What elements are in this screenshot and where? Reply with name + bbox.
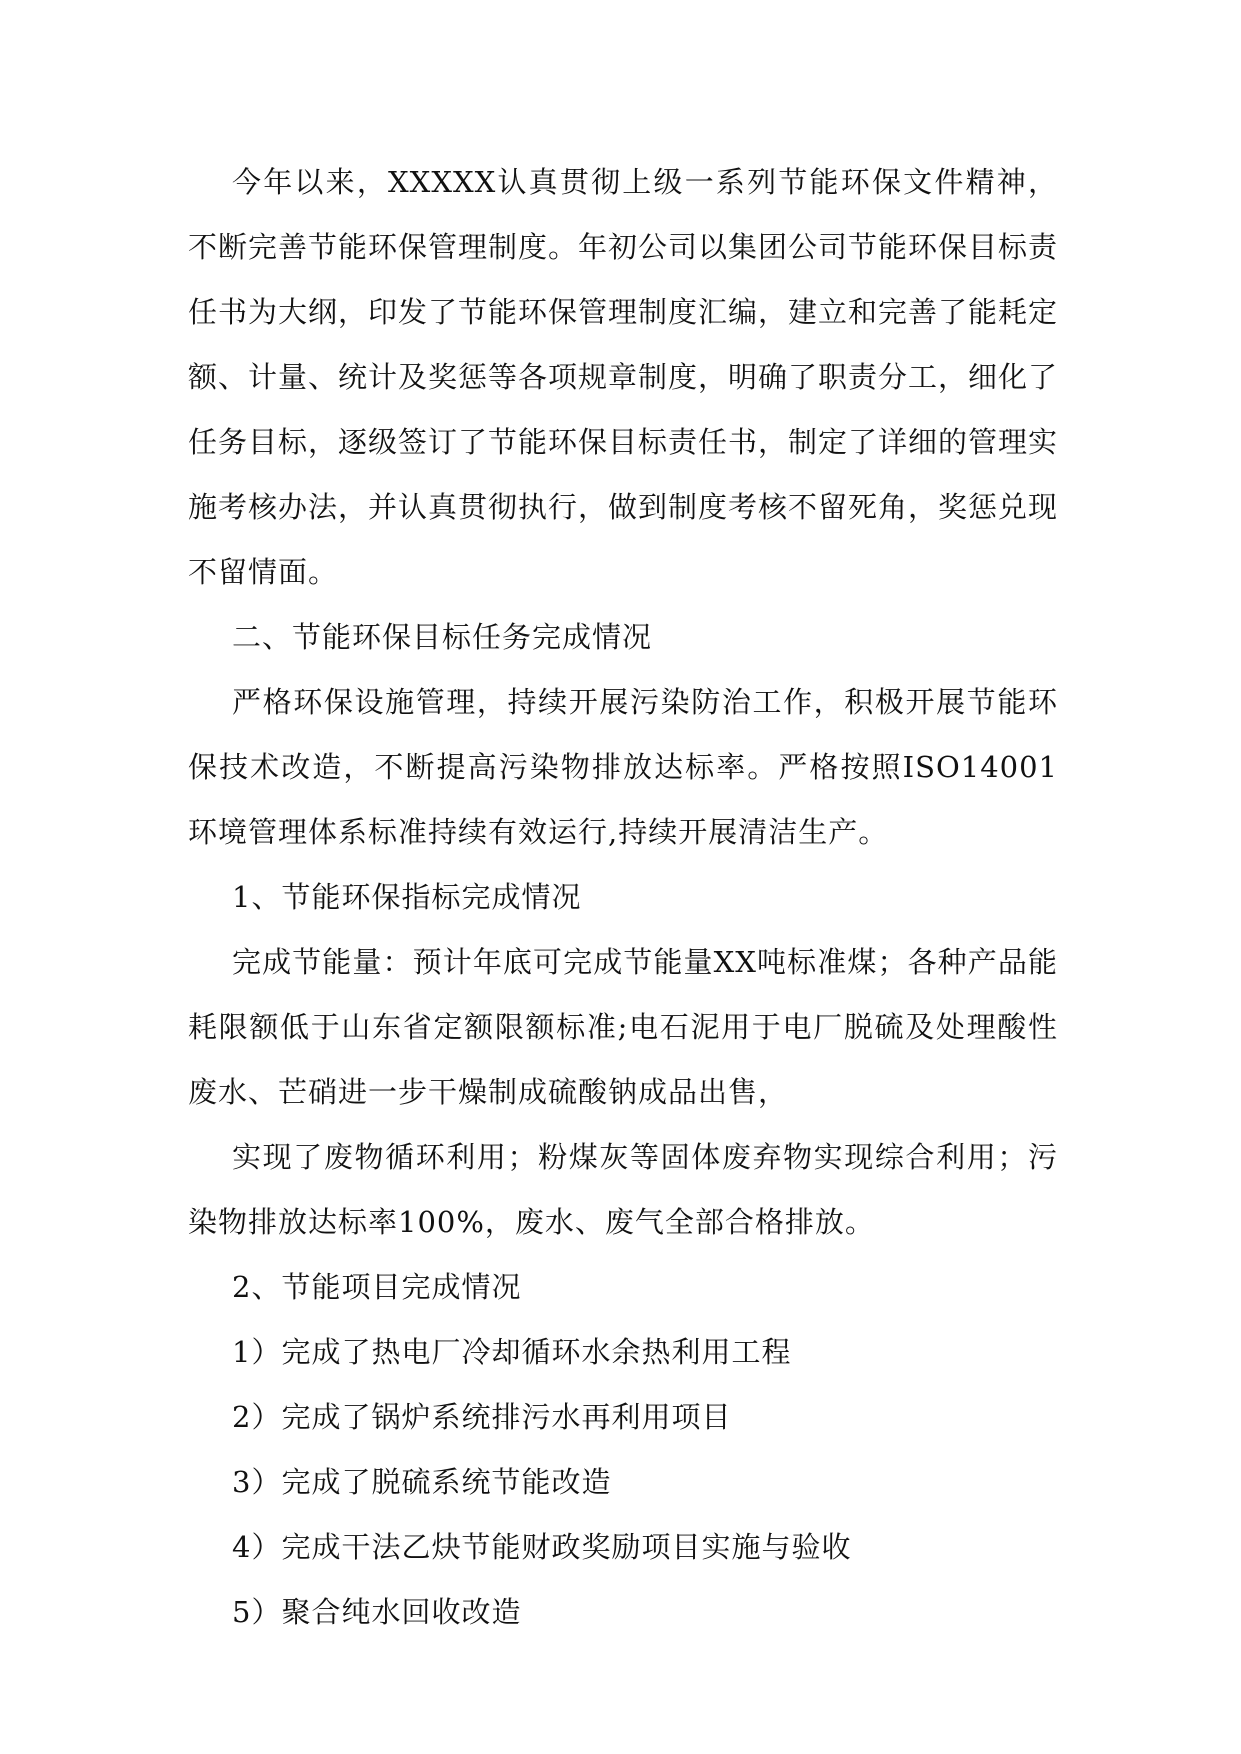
list-item-project-1: 1）完成了热电厂冷却循环水余热利用工程 <box>232 1335 792 1369</box>
section-heading-targets: 二、节能环保目标任务完成情况 <box>232 620 653 654</box>
list-item-project-2: 2）完成了锅炉系统排污水再利用项目 <box>232 1400 732 1434</box>
list-item-project-3: 3）完成了脱硫系统节能改造 <box>232 1465 612 1499</box>
paragraph-waste-recycling: 实现了废物循环利用；粉煤灰等固体废弃物实现综合利用；污染物排放达标率100%，废水、废气全部合格排放。 <box>188 1140 1058 1239</box>
paragraph-energy-savings: 完成节能量：预计年底可完成节能量XX吨标准煤；各种产品能耗限额低于山东省定额限额标准;电石泥用于电厂脱硫及处理酸性废水、芒硝进一步干燥制成硫酸钠成品出售， <box>188 945 1058 1109</box>
paragraph-environmental-management: 严格环保设施管理，持续开展污染防治工作，积极开展节能环保技术改造，不断提高污染物排放达标率。严格按照ISO14001环境管理体系标准持续有效运行,持续开展清洁生产。 <box>188 685 1058 849</box>
list-item-project-5: 5）聚合纯水回收改造 <box>232 1595 522 1629</box>
subheading-projects: 2、节能项目完成情况 <box>232 1270 522 1304</box>
list-item-project-4: 4）完成干法乙炔节能财政奖励项目实施与验收 <box>232 1530 852 1564</box>
paragraph-intro: 今年以来，XXXXX认真贯彻上级一系列节能环保文件精神，不断完善节能环保管理制度。年初公司以集团公司节能环保目标责任书为大纲，印发了节能环保管理制度汇编，建立和完善了能耗定额、计量、统计及奖惩等各项规章制度，明确了职责分工，细化了任务目标，逐级签订了节能环保目标责任书，制定了详细的管理实施考核办法，并认真贯彻执行，做到制度考核不留死角，奖惩兑现不留情面。 <box>188 165 1059 589</box>
subheading-indicators: 1、节能环保指标完成情况 <box>232 880 582 914</box>
document-body <box>188 150 1058 1645</box>
